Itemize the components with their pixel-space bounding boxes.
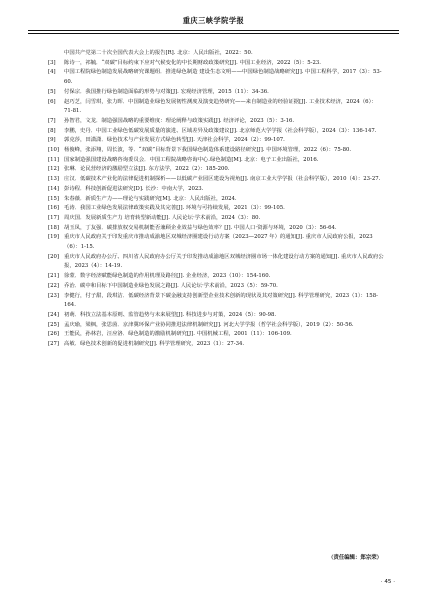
reference-item	[48, 272, 385, 282]
header-rule-thick	[28, 30, 399, 31]
reference-text: 张琳．论民营经济的激励型立法[J]. 东方法学，2022（2）：185-200.	[64, 166, 230, 173]
reference-item	[48, 282, 385, 292]
reference-number: [14]	[48, 185, 59, 192]
reference-item	[48, 146, 385, 156]
reference-text: 胡玉凤，丁友强．碳排放权交易机制能否兼顾企业效益与绿色效率？[J]. 中国人口·资源与环境，2020（3）：56-64.	[64, 224, 337, 231]
reference-item	[48, 156, 385, 166]
reference-text: 杨俊峰，张添翔，周长波，等．“双碳”目标背景下我国绿色制造体系建设路径研究[J]. 中国环境管理，2022（6）：75-80.	[64, 147, 352, 154]
reference-number: [20]	[48, 253, 59, 260]
reference-item	[48, 185, 385, 195]
running-header	[28, 8, 399, 38]
reference-text: 中国工程院绿色制造发展战略研究课题组．推进绿色制造 建设生态文明——中国绿色制造战略研究[J]. 中国工程科学，2017（3）：53-60.	[64, 69, 382, 86]
reference-item	[48, 292, 385, 311]
reference-number: [24]	[48, 311, 59, 318]
reference-item	[48, 127, 385, 137]
responsible-editor: （责任编辑：郑宗荣）	[328, 555, 382, 561]
reference-text: 乔治．碳中和目标下中国制造业绿色发展之路[J]. 人民论坛·学术前沿，2023（5）：59-70.	[64, 282, 278, 289]
reference-item	[48, 175, 385, 185]
reference-item	[48, 88, 385, 98]
reference-text: 王能民，孙林岩，汪应洛．绿色制造的激励机制研究[J]. 中国机械工程，2001（11）：106-109.	[64, 331, 292, 338]
reference-item	[48, 98, 385, 117]
reference-number: [11]	[48, 156, 59, 163]
header-rule-thin	[28, 33, 399, 34]
reference-list	[48, 49, 385, 350]
reference-text: 中国共产党第二十次全国代表大会上的报告[R]. 北京：人民出版社，2022：50.	[64, 50, 253, 56]
reference-number: [4]	[48, 69, 56, 76]
page-number: · 45 ·	[380, 579, 395, 585]
reference-text: 重庆市人民政府关于印发重庆市推动成渝地区双城经济圈建设行动方案（2023—2027 年）的通知[J]. 重庆市人民政府公报，2023（6）：1-15.	[64, 234, 373, 251]
reference-text: 庄汉．低碳技术产业化的法律促进机制探析——以低碳产业园区建设为视角[J]. 南京工业大学学报（社会科学版），2010（4）：23-27.	[64, 176, 381, 183]
reference-number: [12]	[48, 166, 59, 173]
reference-item	[48, 321, 385, 331]
reference-number: [26]	[48, 331, 59, 338]
reference-item	[48, 204, 385, 214]
reference-text: 初萌．科技立法基本原则、监管趋势与未来展望[J]. 科技进步与对策，2024（5）：90-98.	[64, 311, 277, 318]
reference-item	[48, 165, 385, 175]
reference-text: 李鹏，史丹．中国工业绿色低碳发展质量的演进、区域差异及政策建议[J]. 北京师范大学学报（社会科学版），2024（3）：136-147.	[64, 127, 377, 134]
reference-item	[48, 68, 385, 87]
reference-number: [7]	[48, 117, 56, 124]
reference-number: [10]	[48, 147, 59, 154]
reference-text: 国家制造强国建设战略咨询委员会．中国工程院战略咨询中心.绿色制造[M]. 北京：电子工业出版社，2016.	[64, 156, 319, 163]
reference-item	[48, 340, 385, 350]
reference-text: 周庆国．发展新质生产力 培育转型新动能[J]. 人民论坛·学术前沿，2024（3）：80.	[64, 214, 261, 221]
reference-text: 孙智君，文龙．制造强国战略的重要维度：理论阐释与政策实践[J]. 经济评论，2023（5）：3-16.	[64, 117, 295, 124]
reference-text: 徐蒙．数字经济赋能绿色制造的作用机理及路径[J]. 企业经济，2023（10）：154-160.	[64, 273, 271, 280]
reference-text: 毛涛．我国工业绿色发展法律政策实践及其完善[J]. 环境与可持续发展，2021（3）：99-105.	[64, 205, 285, 212]
reference-item	[48, 195, 385, 205]
reference-number: [21]	[48, 273, 59, 280]
reference-item	[48, 233, 385, 252]
reference-item	[48, 311, 385, 321]
reference-number: [17]	[48, 214, 59, 221]
reference-number: [3]	[48, 59, 56, 66]
reference-text: 朱春薇．新质生产力——理论与实践研究[M]. 北京：人民出版社，2024.	[64, 195, 237, 202]
reference-text: 彭诗程．科技创新促进法研究[D]. 长沙：中南大学，2023.	[64, 185, 204, 192]
reference-text: 李健行，付子甜，段琪洁．低碳经济背景下碳金融支持创新型企业技术创新的现状及其对策研究[J]. 科学管理研究，2023（1）：158-164.	[64, 292, 378, 309]
reference-item	[48, 214, 385, 224]
reference-number: [22]	[48, 282, 59, 289]
reference-item	[48, 330, 385, 340]
reference-number: [25]	[48, 321, 59, 328]
reference-item	[48, 253, 385, 272]
reference-number: [13]	[48, 176, 59, 183]
reference-number: [23]	[48, 292, 59, 299]
reference-item	[48, 136, 385, 146]
reference-text: 重庆市人民政府办公厅、四川省人民政府办公厅关于印发推动成渝地区双城经济圈市场一体化建设行动方案的通知[J]. 重庆市人民政府公报，2023（4）：14-19.	[64, 253, 384, 270]
reference-number: [18]	[48, 224, 59, 231]
reference-number: [27]	[48, 341, 59, 348]
reference-number: [19]	[48, 234, 59, 241]
reference-number: [6]	[48, 98, 56, 105]
reference-item	[48, 59, 385, 69]
reference-item	[48, 224, 385, 234]
reference-number: [9]	[48, 137, 56, 144]
reference-number: [16]	[48, 205, 59, 212]
reference-text: 陈诗一，祁毓．“双碳”目标约束下应对气候变化的中长期财政政策研究[J]. 中国工业经济，2022（5）：5-23.	[64, 59, 321, 66]
reference-number: [8]	[48, 127, 56, 134]
reference-text: 付保宗．我国推行绿色制造面临的形势与对策[J]. 宏观经济管理，2015（11）：34-36.	[64, 88, 269, 95]
reference-item	[48, 49, 385, 59]
reference-text: 郭克莎，田潇潇．绿色技术与产业发展方式绿色转型[J]. 天津社会科学，2024（2）：99-107.	[64, 137, 285, 144]
reference-text: 高敏．绿色技术创新的促进机制研究[J]. 科学管理研究，2023（1）：27-34.	[64, 341, 245, 348]
reference-number: [15]	[48, 195, 59, 202]
reference-item	[48, 117, 385, 127]
reference-number: [5]	[48, 88, 56, 95]
reference-text: 赵巧芝，闫雪琪，张力晖．中国制造业绿色发展韧性测度及演变趋势研究——来自制造业的经验证据[J]. 工业技术经济，2024（6）：71-81.	[64, 98, 377, 115]
journal-title: 重庆三峡学院学报	[182, 16, 245, 25]
reference-text: 孟庆瑜，梁枫，张思茵．京津冀环保产业协同推进法律机制研究[J]. 河北大学学报（哲学社会科学版），2019（2）：50-56.	[64, 321, 354, 328]
